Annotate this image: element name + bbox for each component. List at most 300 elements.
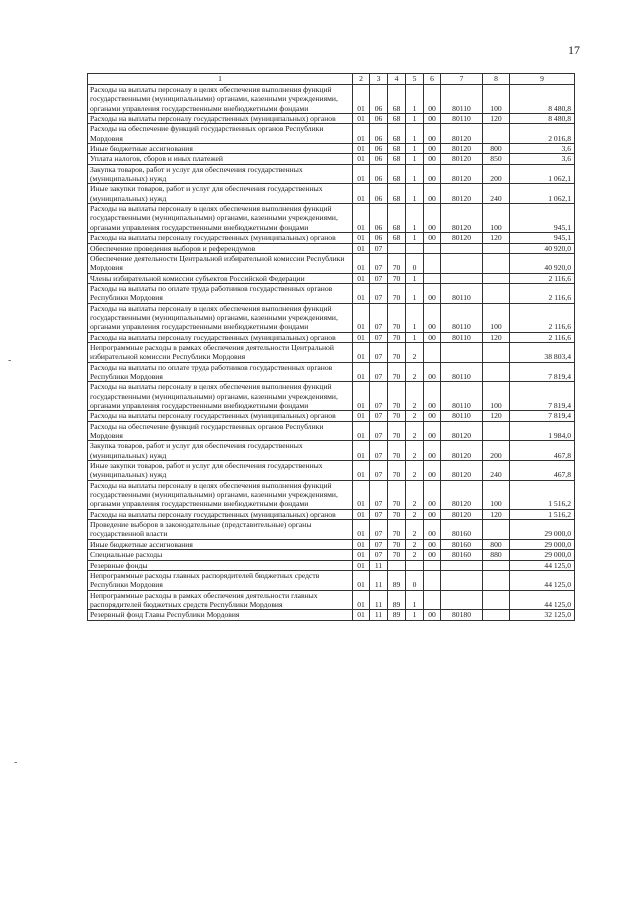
row-sum-cell: 40 920,0 bbox=[510, 253, 575, 273]
row-code-cell: 06 bbox=[370, 85, 388, 114]
row-code-cell: 06 bbox=[370, 184, 388, 204]
table-row bbox=[88, 233, 575, 243]
row-code-cell: 00 bbox=[424, 184, 441, 204]
row-name-cell: Обеспечение деятельности Центральной избирательной комиссии Республики Мордовия bbox=[88, 253, 353, 273]
row-code-cell: 200 bbox=[483, 164, 510, 184]
row-sum-cell: 32 125,0 bbox=[510, 610, 575, 620]
row-code-cell: 1 bbox=[406, 85, 424, 114]
table-row bbox=[88, 539, 575, 549]
row-code-cell: 2 bbox=[406, 382, 424, 411]
row-code-cell: 120 bbox=[483, 411, 510, 421]
page-number: 17 bbox=[568, 43, 580, 57]
row-code-cell: 89 bbox=[388, 570, 406, 590]
table-row bbox=[88, 154, 575, 164]
row-sum-cell: 44 125,0 bbox=[510, 570, 575, 590]
row-code-cell: 70 bbox=[388, 382, 406, 411]
row-code-cell: 00 bbox=[424, 480, 441, 509]
row-name-cell: Расходы на выплаты персоналу государственных (муниципальных) органов bbox=[88, 411, 353, 421]
row-sum-cell: 7 819,4 bbox=[510, 382, 575, 411]
row-code-cell: 100 bbox=[483, 480, 510, 509]
row-name-cell: Расходы на выплаты персоналу в целях обеспечения выполнения функций государственными (муниципальными) органами, казенными учреждениями, органами управления государственными внебюджетными фондами bbox=[88, 85, 353, 114]
row-code-cell: 07 bbox=[370, 441, 388, 461]
header-cell: 6 bbox=[424, 74, 441, 85]
scan-mark: - bbox=[14, 757, 18, 768]
row-code-cell: 2 bbox=[406, 509, 424, 519]
header-cell: 8 bbox=[483, 74, 510, 85]
row-code-cell: 00 bbox=[424, 144, 441, 154]
table-row bbox=[88, 124, 575, 144]
row-code-cell: 01 bbox=[353, 124, 370, 144]
row-code-cell: 68 bbox=[388, 204, 406, 233]
row-sum-cell: 1 516,2 bbox=[510, 480, 575, 509]
row-code-cell: 00 bbox=[424, 539, 441, 549]
row-code-cell: 2 bbox=[406, 441, 424, 461]
row-code-cell: 01 bbox=[353, 411, 370, 421]
row-code-cell: 00 bbox=[424, 509, 441, 519]
row-code-cell: 00 bbox=[424, 332, 441, 342]
row-code-cell: 06 bbox=[370, 164, 388, 184]
row-code-cell bbox=[441, 253, 483, 273]
row-code-cell: 800 bbox=[483, 144, 510, 154]
row-sum-cell: 38 803,4 bbox=[510, 342, 575, 362]
row-code-cell: 00 bbox=[424, 283, 441, 303]
table-row bbox=[88, 85, 575, 114]
row-code-cell: 01 bbox=[353, 520, 370, 540]
table-row bbox=[88, 520, 575, 540]
row-code-cell: 80120 bbox=[441, 233, 483, 243]
row-sum-cell: 3,6 bbox=[510, 154, 575, 164]
row-code-cell: 1 bbox=[406, 332, 424, 342]
row-code-cell bbox=[388, 560, 406, 570]
row-code-cell bbox=[441, 560, 483, 570]
table-row bbox=[88, 144, 575, 154]
row-code-cell: 01 bbox=[353, 382, 370, 411]
row-code-cell: 07 bbox=[370, 273, 388, 283]
row-name-cell: Иные закупки товаров, работ и услуг для обеспечения государственных (муниципальных) нужд bbox=[88, 184, 353, 204]
row-name-cell: Члены избирательной комиссии субъектов Российской Федерации bbox=[88, 273, 353, 283]
row-code-cell: 1 bbox=[406, 303, 424, 332]
row-sum-cell: 8 480,8 bbox=[510, 114, 575, 124]
row-code-cell bbox=[424, 560, 441, 570]
row-sum-cell: 40 920,0 bbox=[510, 243, 575, 253]
table-row bbox=[88, 480, 575, 509]
row-code-cell bbox=[424, 253, 441, 273]
table-row bbox=[88, 509, 575, 519]
table-header-row bbox=[88, 74, 575, 85]
row-code-cell: 11 bbox=[370, 610, 388, 620]
row-code-cell: 00 bbox=[424, 164, 441, 184]
row-code-cell: 80110 bbox=[441, 332, 483, 342]
header-cell: 5 bbox=[406, 74, 424, 85]
row-name-cell: Резервный фонд Главы Республики Мордовия bbox=[88, 610, 353, 620]
row-code-cell: 1 bbox=[406, 124, 424, 144]
row-code-cell: 80110 bbox=[441, 411, 483, 421]
row-code-cell: 07 bbox=[370, 382, 388, 411]
row-code-cell: 200 bbox=[483, 441, 510, 461]
row-code-cell: 80110 bbox=[441, 382, 483, 411]
row-code-cell: 06 bbox=[370, 114, 388, 124]
row-code-cell: 70 bbox=[388, 273, 406, 283]
row-code-cell: 01 bbox=[353, 164, 370, 184]
row-name-cell: Расходы на выплаты по оплате труда работников государственных органов Республики Мордовия bbox=[88, 283, 353, 303]
table-row bbox=[88, 243, 575, 253]
row-code-cell: 00 bbox=[424, 233, 441, 243]
row-sum-cell: 29 000,0 bbox=[510, 520, 575, 540]
row-sum-cell: 2 116,6 bbox=[510, 283, 575, 303]
row-name-cell: Расходы на выплаты персоналу в целях обеспечения выполнения функций государственными (муниципальными) органами, казенными учреждениями, органами управления государственными внебюджетными фондами bbox=[88, 382, 353, 411]
row-code-cell: 80110 bbox=[441, 303, 483, 332]
row-code-cell: 01 bbox=[353, 421, 370, 441]
row-code-cell: 80110 bbox=[441, 85, 483, 114]
row-code-cell: 80160 bbox=[441, 539, 483, 549]
row-code-cell: 0 bbox=[406, 253, 424, 273]
row-name-cell: Расходы на выплаты персоналу государственных (муниципальных) органов bbox=[88, 233, 353, 243]
row-code-cell bbox=[483, 560, 510, 570]
row-code-cell: 00 bbox=[424, 204, 441, 233]
row-code-cell: 01 bbox=[353, 233, 370, 243]
table-row bbox=[88, 550, 575, 560]
table-row bbox=[88, 590, 575, 610]
row-code-cell: 80120 bbox=[441, 184, 483, 204]
row-sum-cell: 945,1 bbox=[510, 233, 575, 243]
row-code-cell: 80120 bbox=[441, 441, 483, 461]
row-code-cell: 00 bbox=[424, 303, 441, 332]
row-code-cell: 01 bbox=[353, 154, 370, 164]
row-code-cell: 01 bbox=[353, 560, 370, 570]
row-code-cell: 1 bbox=[406, 283, 424, 303]
row-name-cell: Расходы на обеспечение функций государственных органов Республики Мордовия bbox=[88, 124, 353, 144]
row-code-cell: 01 bbox=[353, 509, 370, 519]
table-row bbox=[88, 332, 575, 342]
row-name-cell: Непрограммные расходы главных распорядителей бюджетных средств Республики Мордовия bbox=[88, 570, 353, 590]
header-cell: 4 bbox=[388, 74, 406, 85]
row-code-cell: 00 bbox=[424, 114, 441, 124]
row-code-cell: 120 bbox=[483, 332, 510, 342]
row-sum-cell: 1 984,0 bbox=[510, 421, 575, 441]
row-name-cell: Расходы на обеспечение функций государственных органов Республики Мордовия bbox=[88, 421, 353, 441]
header-cell: 2 bbox=[353, 74, 370, 85]
row-sum-cell: 2 116,6 bbox=[510, 332, 575, 342]
row-name-cell: Расходы на выплаты персоналу в целях обеспечения выполнения функций государственными (муниципальными) органами, казенными учреждениями, органами управления государственными внебюджетными фондами bbox=[88, 204, 353, 233]
row-code-cell bbox=[441, 570, 483, 590]
row-code-cell: 70 bbox=[388, 362, 406, 382]
row-code-cell bbox=[441, 273, 483, 283]
row-name-cell: Непрограммные расходы в рамках обеспечения деятельности главных распорядителей бюджетных средств Республики Мордовия bbox=[88, 590, 353, 610]
row-name-cell: Расходы на выплаты по оплате труда работников государственных органов Республики Мордовия bbox=[88, 362, 353, 382]
table-row bbox=[88, 342, 575, 362]
row-name-cell: Расходы на выплаты персоналу в целях обеспечения выполнения функций государственными (муниципальными) органами, казенными учреждениями, органами управления государственными внебюджетными фондами bbox=[88, 480, 353, 509]
row-code-cell: 80120 bbox=[441, 154, 483, 164]
row-code-cell: 80180 bbox=[441, 610, 483, 620]
row-code-cell: 07 bbox=[370, 480, 388, 509]
row-code-cell: 07 bbox=[370, 539, 388, 549]
row-name-cell: Уплата налогов, сборов и иных платежей bbox=[88, 154, 353, 164]
row-code-cell: 2 bbox=[406, 520, 424, 540]
row-code-cell: 80120 bbox=[441, 144, 483, 154]
row-code-cell bbox=[483, 520, 510, 540]
budget-table bbox=[87, 73, 575, 621]
row-code-cell: 01 bbox=[353, 144, 370, 154]
row-code-cell: 68 bbox=[388, 144, 406, 154]
row-code-cell: 80120 bbox=[441, 164, 483, 184]
row-code-cell: 70 bbox=[388, 461, 406, 481]
row-code-cell: 70 bbox=[388, 342, 406, 362]
row-name-cell: Расходы на выплаты персоналу государственных (муниципальных) органов bbox=[88, 114, 353, 124]
row-code-cell: 00 bbox=[424, 382, 441, 411]
table-row bbox=[88, 560, 575, 570]
row-sum-cell: 1 516,2 bbox=[510, 509, 575, 519]
row-code-cell: 89 bbox=[388, 610, 406, 620]
row-sum-cell: 44 125,0 bbox=[510, 560, 575, 570]
table-row bbox=[88, 184, 575, 204]
table-row bbox=[88, 570, 575, 590]
row-sum-cell: 2 116,6 bbox=[510, 303, 575, 332]
row-code-cell: 68 bbox=[388, 124, 406, 144]
row-sum-cell: 7 819,4 bbox=[510, 411, 575, 421]
row-code-cell: 70 bbox=[388, 411, 406, 421]
row-code-cell: 100 bbox=[483, 303, 510, 332]
row-code-cell bbox=[424, 590, 441, 610]
row-code-cell: 01 bbox=[353, 362, 370, 382]
row-code-cell: 240 bbox=[483, 184, 510, 204]
table-row bbox=[88, 411, 575, 421]
row-code-cell bbox=[424, 243, 441, 253]
row-code-cell: 2 bbox=[406, 480, 424, 509]
header-cell: 7 bbox=[441, 74, 483, 85]
row-code-cell: 01 bbox=[353, 253, 370, 273]
row-code-cell: 80120 bbox=[441, 124, 483, 144]
row-code-cell: 00 bbox=[424, 520, 441, 540]
row-code-cell: 00 bbox=[424, 421, 441, 441]
table-row bbox=[88, 303, 575, 332]
row-code-cell: 2 bbox=[406, 342, 424, 362]
scan-mark: - bbox=[8, 355, 12, 366]
row-code-cell bbox=[483, 253, 510, 273]
row-code-cell: 850 bbox=[483, 154, 510, 164]
row-code-cell: 89 bbox=[388, 590, 406, 610]
row-code-cell bbox=[424, 570, 441, 590]
table-row bbox=[88, 362, 575, 382]
row-code-cell: 01 bbox=[353, 590, 370, 610]
row-code-cell: 80160 bbox=[441, 550, 483, 560]
row-code-cell: 01 bbox=[353, 85, 370, 114]
row-sum-cell: 467,8 bbox=[510, 441, 575, 461]
row-code-cell: 70 bbox=[388, 283, 406, 303]
table-row bbox=[88, 114, 575, 124]
row-code-cell: 1 bbox=[406, 204, 424, 233]
row-code-cell: 100 bbox=[483, 382, 510, 411]
row-sum-cell: 2 116,6 bbox=[510, 273, 575, 283]
row-code-cell: 68 bbox=[388, 164, 406, 184]
row-code-cell: 80110 bbox=[441, 283, 483, 303]
row-name-cell: Иные бюджетные ассигнования bbox=[88, 539, 353, 549]
row-name-cell: Непрограммные расходы в рамках обеспечения деятельности Центральной избирательной комиссии Республики Мордовия bbox=[88, 342, 353, 362]
row-name-cell: Иные закупки товаров, работ и услуг для обеспечения государственных (муниципальных) нужд bbox=[88, 461, 353, 481]
row-code-cell: 70 bbox=[388, 441, 406, 461]
row-code-cell: 70 bbox=[388, 480, 406, 509]
table-row bbox=[88, 283, 575, 303]
row-code-cell: 68 bbox=[388, 184, 406, 204]
row-code-cell: 70 bbox=[388, 253, 406, 273]
row-code-cell: 80110 bbox=[441, 362, 483, 382]
row-code-cell bbox=[483, 342, 510, 362]
row-code-cell: 70 bbox=[388, 539, 406, 549]
row-code-cell: 2 bbox=[406, 421, 424, 441]
row-code-cell bbox=[483, 273, 510, 283]
row-code-cell: 2 bbox=[406, 362, 424, 382]
row-code-cell: 06 bbox=[370, 204, 388, 233]
row-code-cell: 1 bbox=[406, 184, 424, 204]
row-code-cell bbox=[483, 283, 510, 303]
row-code-cell bbox=[441, 342, 483, 362]
row-code-cell: 01 bbox=[353, 332, 370, 342]
row-code-cell: 11 bbox=[370, 590, 388, 610]
row-code-cell: 80120 bbox=[441, 461, 483, 481]
row-code-cell bbox=[483, 124, 510, 144]
row-code-cell bbox=[424, 342, 441, 362]
row-code-cell: 01 bbox=[353, 342, 370, 362]
row-code-cell: 01 bbox=[353, 441, 370, 461]
row-code-cell: 240 bbox=[483, 461, 510, 481]
row-code-cell: 07 bbox=[370, 283, 388, 303]
table-row bbox=[88, 461, 575, 481]
row-name-cell: Закупка товаров, работ и услуг для обеспечения государственных (муниципальных) нужд bbox=[88, 164, 353, 184]
row-code-cell: 0 bbox=[406, 570, 424, 590]
row-code-cell: 07 bbox=[370, 243, 388, 253]
row-sum-cell: 3,6 bbox=[510, 144, 575, 154]
row-code-cell: 07 bbox=[370, 550, 388, 560]
row-code-cell: 00 bbox=[424, 411, 441, 421]
row-code-cell: 70 bbox=[388, 509, 406, 519]
row-code-cell: 80120 bbox=[441, 509, 483, 519]
row-sum-cell: 29 000,0 bbox=[510, 539, 575, 549]
row-code-cell: 1 bbox=[406, 590, 424, 610]
row-code-cell: 80120 bbox=[441, 421, 483, 441]
row-code-cell: 01 bbox=[353, 461, 370, 481]
row-code-cell: 01 bbox=[353, 283, 370, 303]
row-code-cell: 1 bbox=[406, 154, 424, 164]
row-code-cell: 2 bbox=[406, 411, 424, 421]
row-code-cell: 07 bbox=[370, 342, 388, 362]
table-row bbox=[88, 421, 575, 441]
row-sum-cell: 44 125,0 bbox=[510, 590, 575, 610]
row-name-cell: Расходы на выплаты персоналу государственных (муниципальных) органов bbox=[88, 509, 353, 519]
row-code-cell: 68 bbox=[388, 85, 406, 114]
row-code-cell: 00 bbox=[424, 85, 441, 114]
row-code-cell: 00 bbox=[424, 441, 441, 461]
row-code-cell: 06 bbox=[370, 124, 388, 144]
header-cell: 3 bbox=[370, 74, 388, 85]
row-code-cell bbox=[388, 243, 406, 253]
row-sum-cell: 945,1 bbox=[510, 204, 575, 233]
row-code-cell: 01 bbox=[353, 114, 370, 124]
row-code-cell: 07 bbox=[370, 332, 388, 342]
table-body bbox=[88, 85, 575, 621]
row-code-cell bbox=[424, 273, 441, 283]
row-code-cell bbox=[483, 610, 510, 620]
row-code-cell: 1 bbox=[406, 273, 424, 283]
table-row bbox=[88, 164, 575, 184]
row-code-cell: 01 bbox=[353, 610, 370, 620]
row-name-cell: Специальные расходы bbox=[88, 550, 353, 560]
row-code-cell: 07 bbox=[370, 520, 388, 540]
row-code-cell: 100 bbox=[483, 85, 510, 114]
row-code-cell: 00 bbox=[424, 610, 441, 620]
row-code-cell: 06 bbox=[370, 233, 388, 243]
row-code-cell: 01 bbox=[353, 480, 370, 509]
row-code-cell: 100 bbox=[483, 204, 510, 233]
row-sum-cell: 8 480,8 bbox=[510, 85, 575, 114]
row-code-cell: 07 bbox=[370, 421, 388, 441]
row-code-cell: 2 bbox=[406, 461, 424, 481]
row-code-cell bbox=[441, 590, 483, 610]
row-code-cell: 00 bbox=[424, 461, 441, 481]
row-name-cell: Расходы на выплаты персоналу государственных (муниципальных) органов bbox=[88, 332, 353, 342]
table-row bbox=[88, 273, 575, 283]
header-cell: 9 bbox=[510, 74, 575, 85]
row-code-cell: 70 bbox=[388, 332, 406, 342]
row-code-cell: 70 bbox=[388, 421, 406, 441]
row-code-cell: 01 bbox=[353, 243, 370, 253]
row-code-cell: 68 bbox=[388, 114, 406, 124]
row-code-cell: 68 bbox=[388, 233, 406, 243]
row-code-cell: 880 bbox=[483, 550, 510, 560]
row-sum-cell: 467,8 bbox=[510, 461, 575, 481]
row-code-cell: 70 bbox=[388, 550, 406, 560]
table-row bbox=[88, 441, 575, 461]
row-code-cell: 07 bbox=[370, 411, 388, 421]
row-name-cell: Расходы на выплаты персоналу в целях обеспечения выполнения функций государственными (муниципальными) органами, казенными учреждениями, органами управления государственными внебюджетными фондами bbox=[88, 303, 353, 332]
row-code-cell: 70 bbox=[388, 520, 406, 540]
row-code-cell: 00 bbox=[424, 362, 441, 382]
row-code-cell: 1 bbox=[406, 144, 424, 154]
row-code-cell: 2 bbox=[406, 539, 424, 549]
row-code-cell: 01 bbox=[353, 303, 370, 332]
table-row bbox=[88, 253, 575, 273]
row-code-cell: 80120 bbox=[441, 480, 483, 509]
row-code-cell: 2 bbox=[406, 550, 424, 560]
row-code-cell: 120 bbox=[483, 509, 510, 519]
row-code-cell bbox=[406, 560, 424, 570]
row-code-cell: 01 bbox=[353, 273, 370, 283]
row-code-cell: 70 bbox=[388, 303, 406, 332]
row-code-cell: 120 bbox=[483, 233, 510, 243]
row-code-cell bbox=[406, 243, 424, 253]
row-sum-cell: 7 819,4 bbox=[510, 362, 575, 382]
row-name-cell: Резервные фонды bbox=[88, 560, 353, 570]
row-code-cell: 01 bbox=[353, 550, 370, 560]
row-code-cell: 80110 bbox=[441, 114, 483, 124]
row-code-cell bbox=[441, 243, 483, 253]
row-name-cell: Обеспечение проведения выборов и референдумов bbox=[88, 243, 353, 253]
row-code-cell: 80160 bbox=[441, 520, 483, 540]
row-code-cell: 01 bbox=[353, 570, 370, 590]
row-code-cell: 06 bbox=[370, 144, 388, 154]
row-code-cell bbox=[483, 243, 510, 253]
row-code-cell: 120 bbox=[483, 114, 510, 124]
row-code-cell: 01 bbox=[353, 184, 370, 204]
row-code-cell: 11 bbox=[370, 570, 388, 590]
row-code-cell: 06 bbox=[370, 154, 388, 164]
table-row bbox=[88, 382, 575, 411]
row-code-cell: 07 bbox=[370, 362, 388, 382]
row-name-cell: Иные бюджетные ассигнования bbox=[88, 144, 353, 154]
row-code-cell: 00 bbox=[424, 550, 441, 560]
row-code-cell: 80120 bbox=[441, 204, 483, 233]
row-code-cell: 1 bbox=[406, 233, 424, 243]
table-row bbox=[88, 610, 575, 620]
row-code-cell: 00 bbox=[424, 154, 441, 164]
